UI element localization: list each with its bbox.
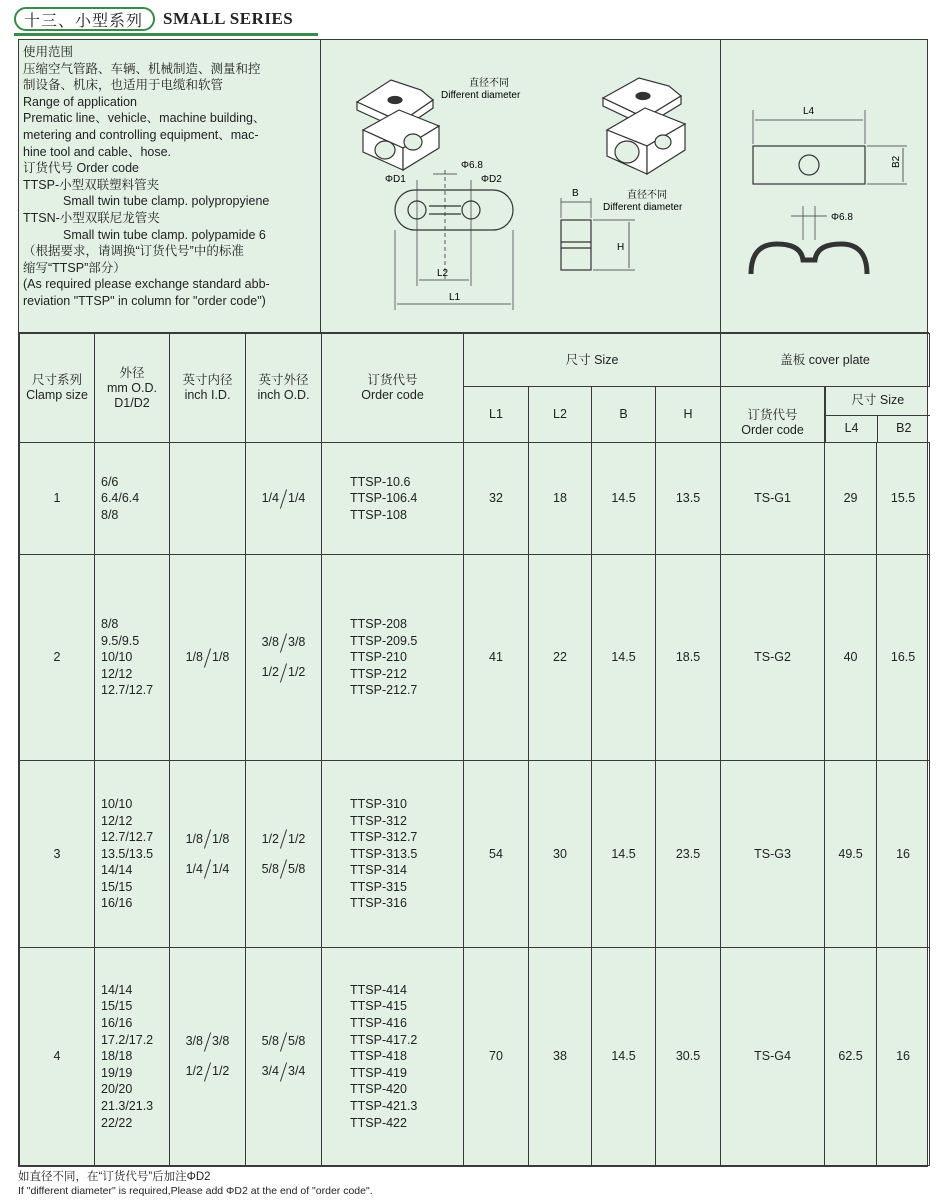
diff-label-en-2: Different diameter: [603, 202, 683, 213]
info-line: reviation "TTSP" in column for "order code"): [23, 293, 266, 308]
inch-fraction: 1/4 1/4: [262, 489, 306, 509]
diff-label-en: Different diameter: [441, 90, 521, 101]
b2-label: B2: [891, 155, 902, 168]
section-header: [14, 4, 293, 34]
header-clamp-size: 尺寸系列 Clamp size: [20, 334, 95, 443]
inch-fraction: 3/8 3/8: [186, 1032, 230, 1052]
info-line: 缩写“TTSP”部分）: [23, 260, 126, 275]
table-row: [20, 761, 930, 948]
l1-label: L1: [449, 292, 461, 303]
cell-l4: 40: [825, 555, 877, 761]
header-cover-plate: 盖板 cover plate: [721, 334, 930, 387]
header-od: 外径 mm O.D. D1/D2: [95, 334, 170, 443]
header-h: H: [656, 387, 721, 443]
header-order-code: 订货代号 Order code: [322, 334, 464, 443]
d2-label: ΦD2: [481, 174, 502, 185]
table-row: [20, 948, 930, 1166]
cell-l2: 30: [529, 761, 592, 948]
cell-h: 23.5: [656, 761, 721, 948]
inch-fraction: 1/2 1/2: [186, 1062, 230, 1082]
cell-cover-code: TS-G4: [721, 948, 825, 1166]
cell-clamp-size: 4: [20, 948, 95, 1166]
clamp-drawing-svg: [321, 40, 721, 333]
header-cover-size-cell: [825, 387, 930, 443]
inch-fraction: 1/2 1/2: [262, 663, 306, 683]
inch-fraction: 1/4 1/4: [186, 859, 230, 879]
cell-clamp-size: 3: [20, 761, 95, 948]
info-line: Range of application: [23, 94, 137, 109]
cell-clamp-size: 1: [20, 443, 95, 555]
cell-cover-code: TS-G2: [721, 555, 825, 761]
cell-inch-od: [246, 555, 322, 761]
header-size: 尺寸 Size: [464, 334, 721, 387]
section-title-cn: 十三、小型系列: [14, 7, 155, 31]
table-row: [20, 443, 930, 555]
cell-l1: 54: [464, 761, 529, 948]
cell-b2: 15.5: [877, 443, 930, 555]
cell-l4: 49.5: [825, 761, 877, 948]
cover-size-subtable: [825, 387, 930, 442]
info-line: metering and controlling equipment、mac-: [23, 127, 259, 142]
cover-plate-top-view: [753, 110, 907, 240]
cell-inch-id: [170, 948, 246, 1166]
cell-l1: 41: [464, 555, 529, 761]
cell-h: 13.5: [656, 443, 721, 555]
cell-l4: 62.5: [825, 948, 877, 1166]
header-l1: L1: [464, 387, 529, 443]
info-line: Small twin tube clamp. polypamide 6: [63, 227, 266, 242]
cell-od: 8/8 9.5/9.5 10/10 12/12 12.7/12.7: [95, 555, 170, 761]
header-cover-code: 订货代号 Order code: [721, 387, 825, 443]
spec-frame: [18, 39, 928, 1167]
cell-l2: 22: [529, 555, 592, 761]
clamp-3d-icon: [357, 80, 439, 170]
footer-en: If "different diameter" is required,Please add ΦD2 at the end of "order code".: [18, 1185, 373, 1197]
footer-note: [18, 1170, 373, 1198]
cover-plate-drawing: [721, 40, 929, 333]
d1-label: ΦD1: [385, 174, 406, 185]
info-line: Prematic line、vehicle、machine building、: [23, 111, 266, 126]
cell-order-codes: TTSP-414 TTSP-415 TTSP-416 TTSP-417.2 TTSP-418 TTSP-419 TTSP-420 TTSP-421.3 TTSP-422: [322, 948, 464, 1166]
cell-clamp-size: 2: [20, 555, 95, 761]
cell-b: 14.5: [592, 761, 656, 948]
cell-h: 30.5: [656, 948, 721, 1166]
cell-inch-id: [170, 443, 246, 555]
clamp-front-view: [395, 170, 513, 310]
inch-fraction: 5/8 5/8: [262, 1032, 306, 1052]
header-b2: B2: [878, 415, 930, 442]
info-line: 使用范围: [23, 45, 74, 59]
inch-fraction: 1/8 1/8: [186, 648, 230, 668]
cover-plate-svg: [721, 40, 929, 333]
inch-fraction: 1/2 1/2: [262, 829, 306, 849]
application-text: [19, 40, 321, 333]
cell-inch-id: [170, 761, 246, 948]
cell-od: 6/6 6.4/6.4 8/8: [95, 443, 170, 555]
cell-h: 18.5: [656, 555, 721, 761]
info-line: 压缩空气管路、车辆、机械制造、测量和控: [23, 61, 261, 76]
diff-label-cn-2: 直径不同: [627, 190, 667, 201]
phi-label: Φ6.8: [461, 160, 483, 171]
header-l4: L4: [826, 415, 878, 442]
cell-inch-id: [170, 555, 246, 761]
spec-table: [19, 333, 930, 1166]
cell-order-codes: TTSP-10.6 TTSP-106.4 TTSP-108: [322, 443, 464, 555]
info-line: 制设备、机床，也适用于电缆和软管: [23, 78, 224, 93]
cell-cover-code: TS-G1: [721, 443, 825, 555]
info-line: Small twin tube clamp. polypropyiene: [63, 194, 270, 209]
inch-fraction: 1/8 1/8: [186, 829, 230, 849]
cell-od: 14/14 15/15 16/16 17.2/17.2 18/18 19/19 20/20 21.3/21.3 22/22: [95, 948, 170, 1166]
clamp-drawing: [321, 40, 721, 333]
cell-b: 14.5: [592, 555, 656, 761]
cell-l2: 38: [529, 948, 592, 1166]
header-b: B: [592, 387, 656, 443]
phi-label-2: Φ6.8: [831, 212, 853, 223]
cell-b2: 16: [877, 948, 930, 1166]
cell-order-codes: TTSP-208 TTSP-209.5 TTSP-210 TTSP-212 TTSP-212.7: [322, 555, 464, 761]
info-line: 订货代号 Order code: [23, 161, 140, 176]
header-l2: L2: [529, 387, 592, 443]
cell-inch-od: [246, 761, 322, 948]
cell-order-codes: TTSP-310 TTSP-312 TTSP-312.7 TTSP-313.5 TTSP-314 TTSP-315 TTSP-316: [322, 761, 464, 948]
table-row: [20, 555, 930, 761]
info-line: TTSN-小型双联尼龙管夹: [23, 210, 160, 225]
footer-cn: 如直径不同，在“订货代号”后加注ΦD2: [18, 1171, 211, 1183]
cell-l4: 29: [825, 443, 877, 555]
cell-b2: 16: [877, 761, 930, 948]
cover-plate-profile: [751, 244, 867, 274]
cell-b: 14.5: [592, 443, 656, 555]
header-row-1: [20, 334, 930, 387]
inch-fraction: 3/4 3/4: [262, 1062, 306, 1082]
info-line: hine tool and cable、hose.: [23, 144, 172, 159]
l2-label: L2: [437, 268, 449, 279]
info-region: [19, 40, 929, 333]
info-line: TTSP-小型双联塑料管夹: [23, 177, 160, 192]
cell-inch-od: [246, 443, 322, 555]
cell-inch-od: [246, 948, 322, 1166]
b-label: B: [572, 188, 579, 199]
section-title-en: SMALL SERIES: [163, 9, 294, 28]
header-underline: [14, 33, 318, 36]
cell-l1: 70: [464, 948, 529, 1166]
cell-b2: 16.5: [877, 555, 930, 761]
cell-cover-code: TS-G3: [721, 761, 825, 948]
cell-b: 14.5: [592, 948, 656, 1166]
info-line: （根据要求，请调换“订货代号”中的标准: [23, 244, 244, 259]
diff-label-cn: 直径不同: [469, 78, 509, 89]
cell-l1: 32: [464, 443, 529, 555]
header-inch-od: 英寸外径 inch O.D.: [246, 334, 322, 443]
header-cover-size: 尺寸 Size: [826, 387, 930, 415]
table-body: [20, 443, 930, 1166]
header-inch-id: 英寸内径 inch I.D.: [170, 334, 246, 443]
cell-l2: 18: [529, 443, 592, 555]
h-label: H: [617, 242, 625, 253]
l4-label: L4: [803, 106, 815, 117]
inch-fraction: 3/8 3/8: [262, 633, 306, 653]
cell-od: 10/10 12/12 12.7/12.7 13.5/13.5 14/14 15/15 16/16: [95, 761, 170, 948]
inch-fraction: 5/8 5/8: [262, 859, 306, 879]
clamp-3d-diff-icon: [603, 78, 685, 174]
info-line: (As required please exchange standard abb-: [23, 277, 270, 292]
